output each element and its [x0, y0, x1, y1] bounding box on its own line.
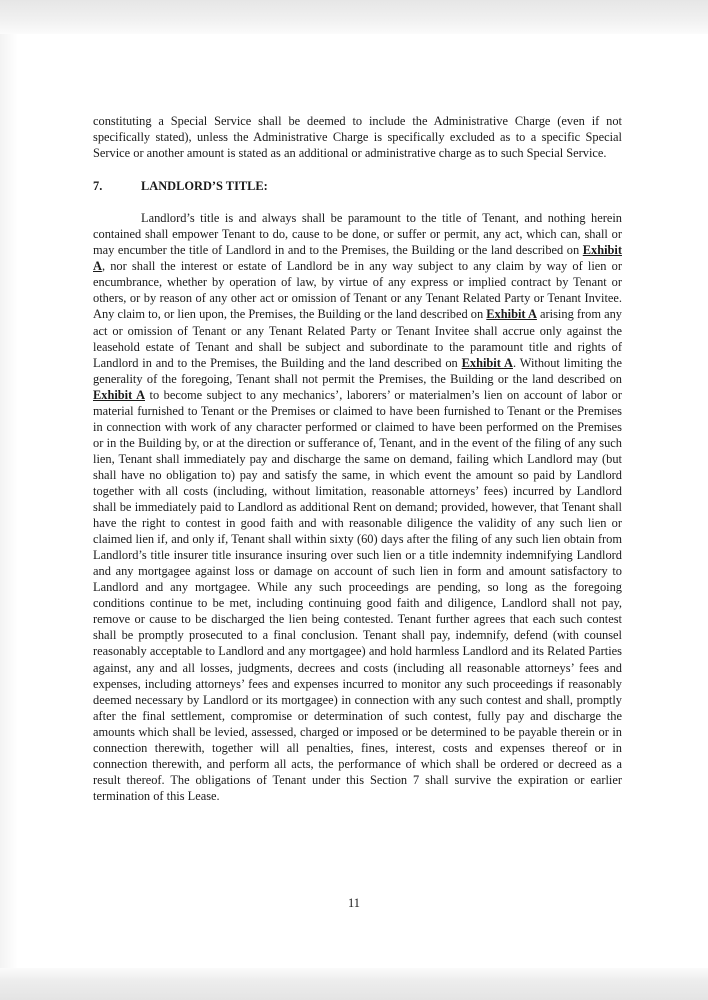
scan-top-edge — [0, 0, 708, 34]
exhibit-a-reference: Exhibit A — [93, 387, 146, 402]
exhibit-a-reference: Exhibit A — [93, 243, 622, 274]
section-heading — [93, 178, 622, 194]
paragraph-text: arising from any act or omission of Tenant or any Tenant Related Party or Tenant Invitee shall accrue only against the leasehold estate of Tenant and shall be subject and subordinate to the paramount title and rights of Landlord in and to the Premises, the Building and the land described on — [93, 307, 622, 370]
section-number: 7. — [93, 179, 103, 194]
continued-paragraph: constituting a Special Service shall be deemed to include the Administrative Charge (even if not specifically stated), unless the Administrative Charge is specifically excluded as to a specific Special Service or another amount is stated as an additional or administrative charge as to such Special Service. — [93, 114, 622, 161]
paragraph-text: Landlord’s title is and always shall be paramount to the title of Tenant, and nothing herein contained shall empower Tenant to do, cause to be done, or suffer or permit, any act, which can, shall or may encumber the title of Landlord in and to the Premises, the Building or the land described on — [93, 211, 622, 258]
section-title: LANDLORD’S TITLE: — [141, 179, 268, 194]
exhibit-a-reference: Exhibit A — [461, 355, 513, 370]
document-body — [93, 113, 622, 804]
exhibit-a-reference: Exhibit A — [486, 307, 537, 322]
section-7-paragraph — [93, 210, 622, 804]
scan-left-edge — [0, 34, 18, 968]
paragraph-text: to become subject to any mechanics’, laborers’ or materialmen’s lien on account of labor or material furnished to Tenant or the Premises or claimed to have been furnished to Tenant or the Premises in connection with work of any character performed or claimed to have been performed on the Premises or in the Building by, or at the direction or sufferance of, Tenant, and in the event of the filing of any such lien, Tenant shall immediately pay and discharge the same on demand, failing which Landlord may (but shall have no obligation to) pay and satisfy the same, in which event the amount so paid by Landlord together with all costs (including, without limitation, reasonable attorneys’ fees) incurred by Landlord shall be immediately paid to Landlord as additional Rent on demand; provided, however, that Tenant shall have the right to contest in good faith and with reasonable diligence the validity of any such lien or claimed lien if, and only if, Tenant shall within sixty (60) days after the filing of any such lien obtain from Landlord’s title insurer title insurance insuring over such lien or a title indemnity indemnifying Landlord and any mortgagee against loss or damage on account of such lien in form and amount satisfactory to Landlord and any mortgagee. While any such proceedings are pending, so long as the foregoing conditions continue to be met, including continuing good faith and diligence, Landlord shall not pay, remove or cause to be discharged the lien being contested. Tenant further agrees that each such contest shall be promptly prosecuted to a final conclusion. Tenant shall pay, indemnify, defend (with counsel reasonably acceptable to Landlord and any mortgagee) and hold harmless Landlord and its Related Parties against, any and all losses, judgments, decrees and costs (including all reasonable attorneys’ fees and expenses, including attorneys’ fees and expenses incurred to monitor any such proceedings if reasonably deemed necessary by Landlord or its mortgagee) in connection with any such contest and shall, promptly after the final settlement, compromise or determination of such contest, fully pay and discharge the amounts which shall be levied, assessed, charged or imposed or be determined to be payable therein or in connection therewith, together will all penalties, fines, interest, costs and expenses thereof or in connection therewith, and perform all acts, the performance of which shall be ordered or decreed as a result thereof. The obligations of Tenant under this Section 7 shall survive the expiration or earlier termination of this Lease. — [93, 387, 622, 803]
scan-bottom-edge — [0, 968, 708, 1000]
page-number: 11 — [348, 896, 360, 910]
paragraph-text: . Without limiting the generality of the foregoing, Tenant shall not permit the Premises, the Building or the land described on — [93, 355, 622, 386]
paragraph-text: , nor shall the interest or estate of Landlord be in any way subject to any claim by way of lien or encumbrance, whether by operation of law, by virtue of any express or implied contract by Tenant or others, or by reason of any other act or omission of Tenant or any Tenant Related Party or Tenant Invitee. Any claim to, or lien upon, the Premises, the Building or the land described on — [93, 259, 622, 322]
